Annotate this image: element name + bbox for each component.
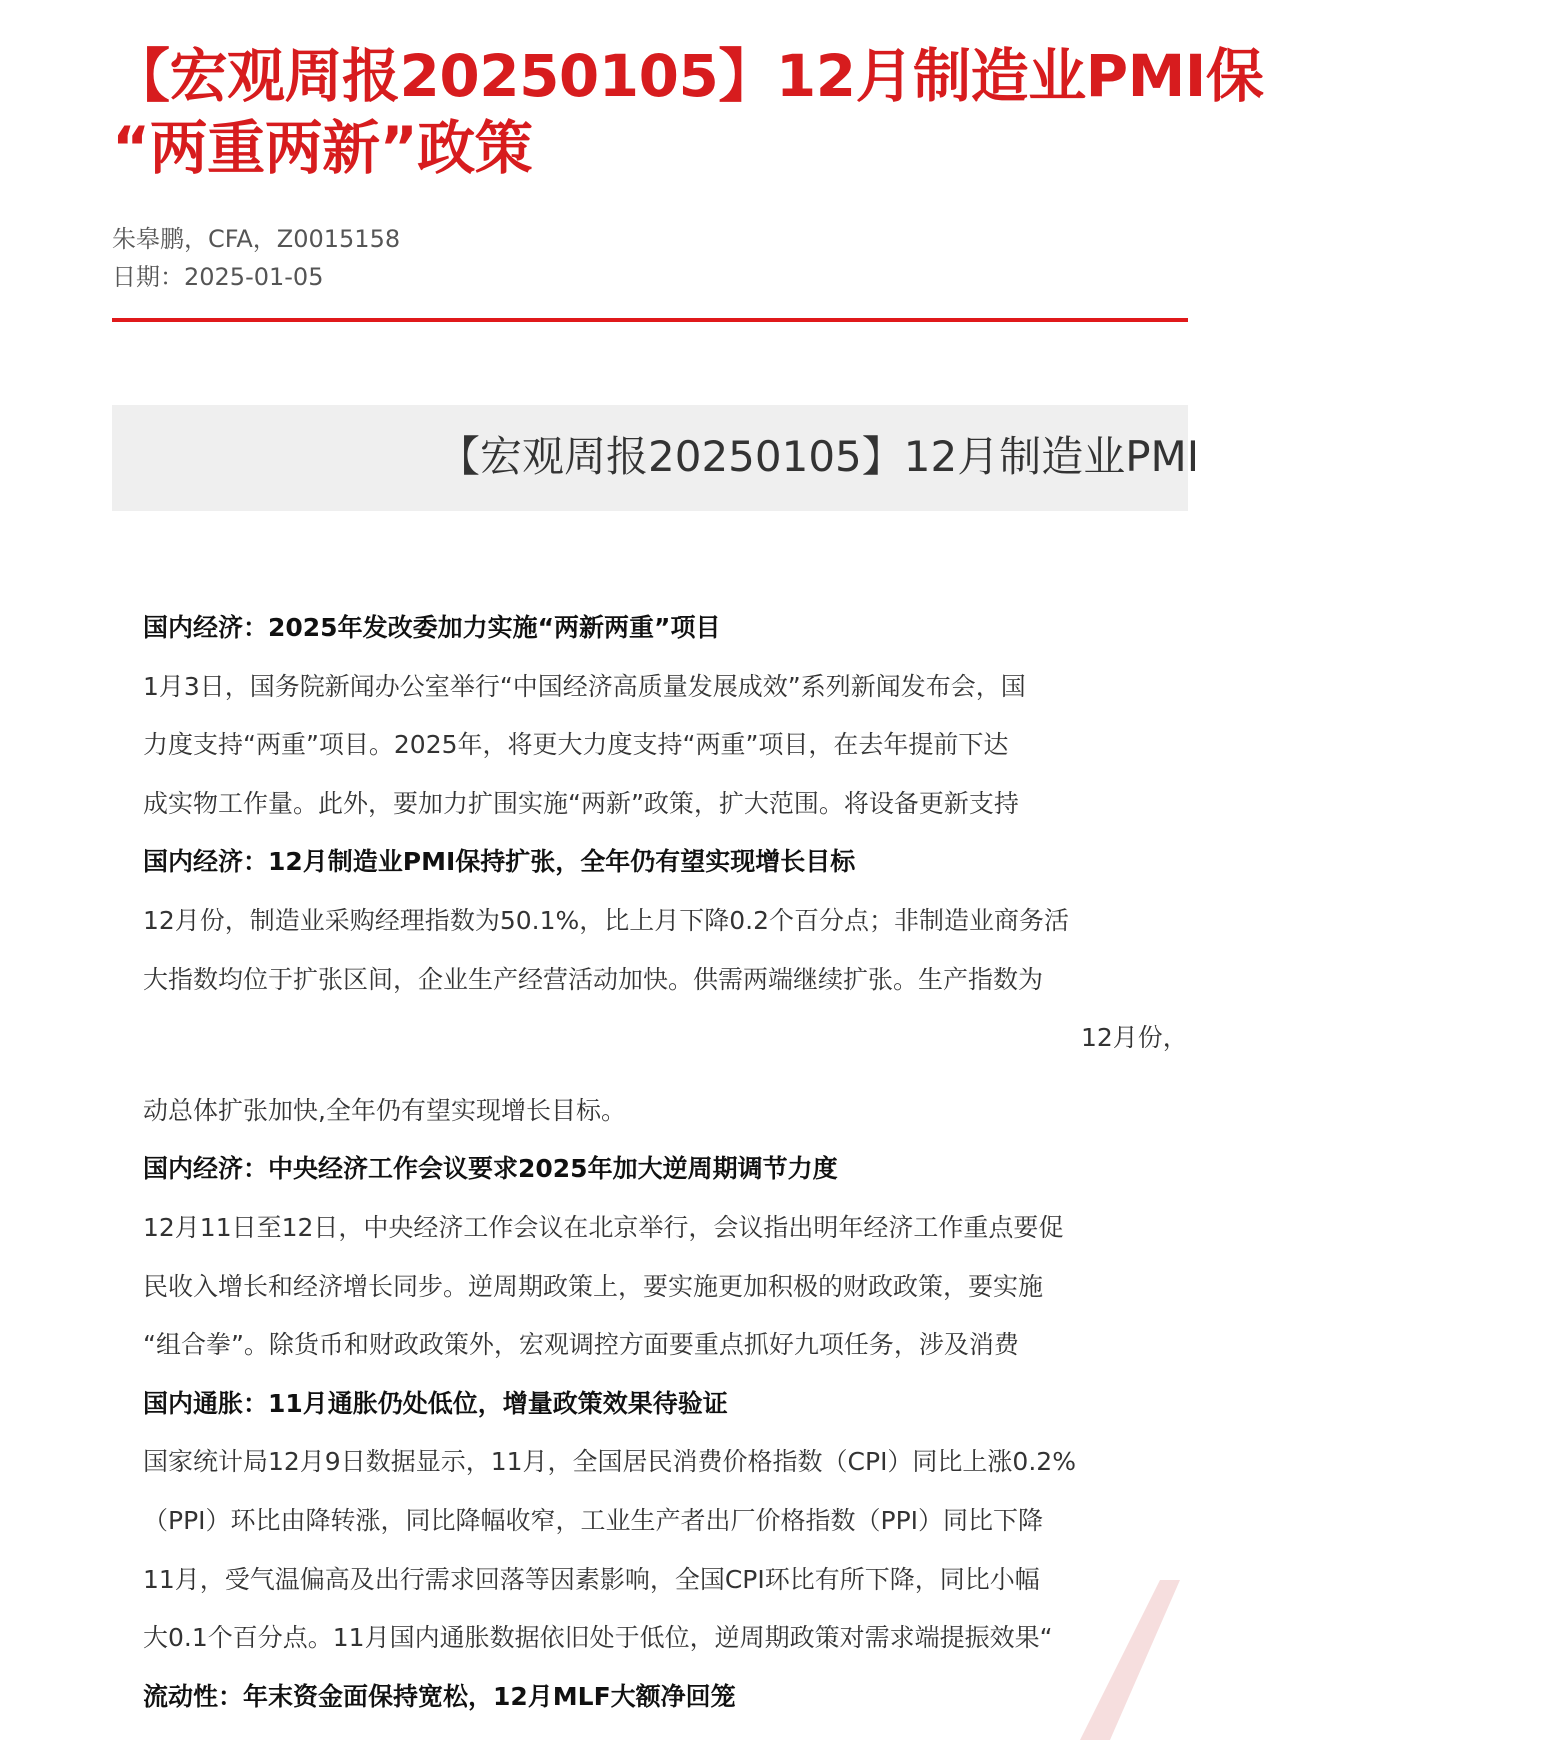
- paragraph-line: 民收入增长和经济增长同步。逆周期政策上，要实施更加积极的财政政策，要实施: [143, 1271, 1044, 1301]
- report-banner: [112, 405, 1200, 511]
- paragraph-line: 国家统计局12月9日数据显示，11月，全国居民消费价格指数（CPI）同比上涨0.2%: [143, 1447, 1076, 1477]
- paragraph-line: 11月，受气温偏高及出行需求回落等因素影响，全国CPI环比有所下降，同比小幅: [143, 1564, 1040, 1594]
- paragraph-line: 12月份，制造业采购经理指数为50.1%，比上月下降0.2个百分点；非制造业商务活: [143, 905, 1069, 935]
- report-title-line-1: 【宏观周报20250105】12月制造业PMI保: [112, 42, 1264, 110]
- paragraph-line: （PPI）环比由降转涨，同比降幅收窄，工业生产者出厂价格指数（PPI）同比下降: [143, 1505, 1044, 1535]
- paragraph-line: 成实物工作量。此外，要加力扩围实施“两新”政策，扩大范围。将设备更新支持: [143, 788, 1019, 818]
- banner-title: 【宏观周报20250105】12月制造业PMI: [438, 432, 1200, 481]
- section-heading-pmi: 国内经济：12月制造业PMI保持扩张，全年仍有望实现增长目标: [143, 847, 856, 877]
- section-heading-inflation: 国内通胀：11月通胀仍处低位，增量政策效果待验证: [143, 1388, 728, 1418]
- paragraph-line: 动总体扩张加快,全年仍有望实现增长目标。: [143, 1095, 626, 1125]
- paragraph-line: 大指数均位于扩张区间，企业生产经营活动加快。供需两端继续扩张。生产指数为: [143, 964, 1044, 994]
- paragraph-line-indented: 12月份，: [1081, 1023, 1188, 1053]
- section-heading-economic-conference: 国内经济：中央经济工作会议要求2025年加大逆周期调节力度: [143, 1154, 838, 1184]
- red-divider: [112, 318, 1188, 322]
- paragraph-line: 大0.1个百分点。11月国内通胀数据依旧处于低位，逆周期政策对需求端提振效果“: [143, 1623, 1053, 1653]
- author-line: 朱皋鹏，CFA，Z0015158: [112, 225, 401, 253]
- report-meta: [112, 220, 400, 296]
- report-title-line-2: “两重两新”政策: [112, 114, 533, 182]
- section-heading-domestic-projects: 国内经济：2025年发改委加力实施“两新两重”项目: [143, 613, 721, 642]
- paragraph-line: “组合拳”。除货币和财政政策外，宏观调控方面要重点抓好九项任务，涉及消费: [143, 1330, 1019, 1360]
- paragraph-line: 1月3日，国务院新闻办公室举行“中国经济高质量发展成效”系列新闻发布会，国: [143, 671, 1026, 701]
- paragraph-line: 力度支持“两重”项目。2025年，将更大力度支持“两重”项目，在去年提前下达: [143, 730, 1009, 760]
- section-heading-liquidity: 流动性：年末资金面保持宽松，12月MLF大额净回笼: [143, 1681, 736, 1711]
- report-body: [143, 606, 1543, 1733]
- report-title: [112, 40, 1512, 184]
- paragraph-line: 12月11日至12日，中央经济工作会议在北京举行，会议指出明年经济工作重点要促: [143, 1212, 1064, 1242]
- date-line: 日期：2025-01-05: [112, 263, 324, 291]
